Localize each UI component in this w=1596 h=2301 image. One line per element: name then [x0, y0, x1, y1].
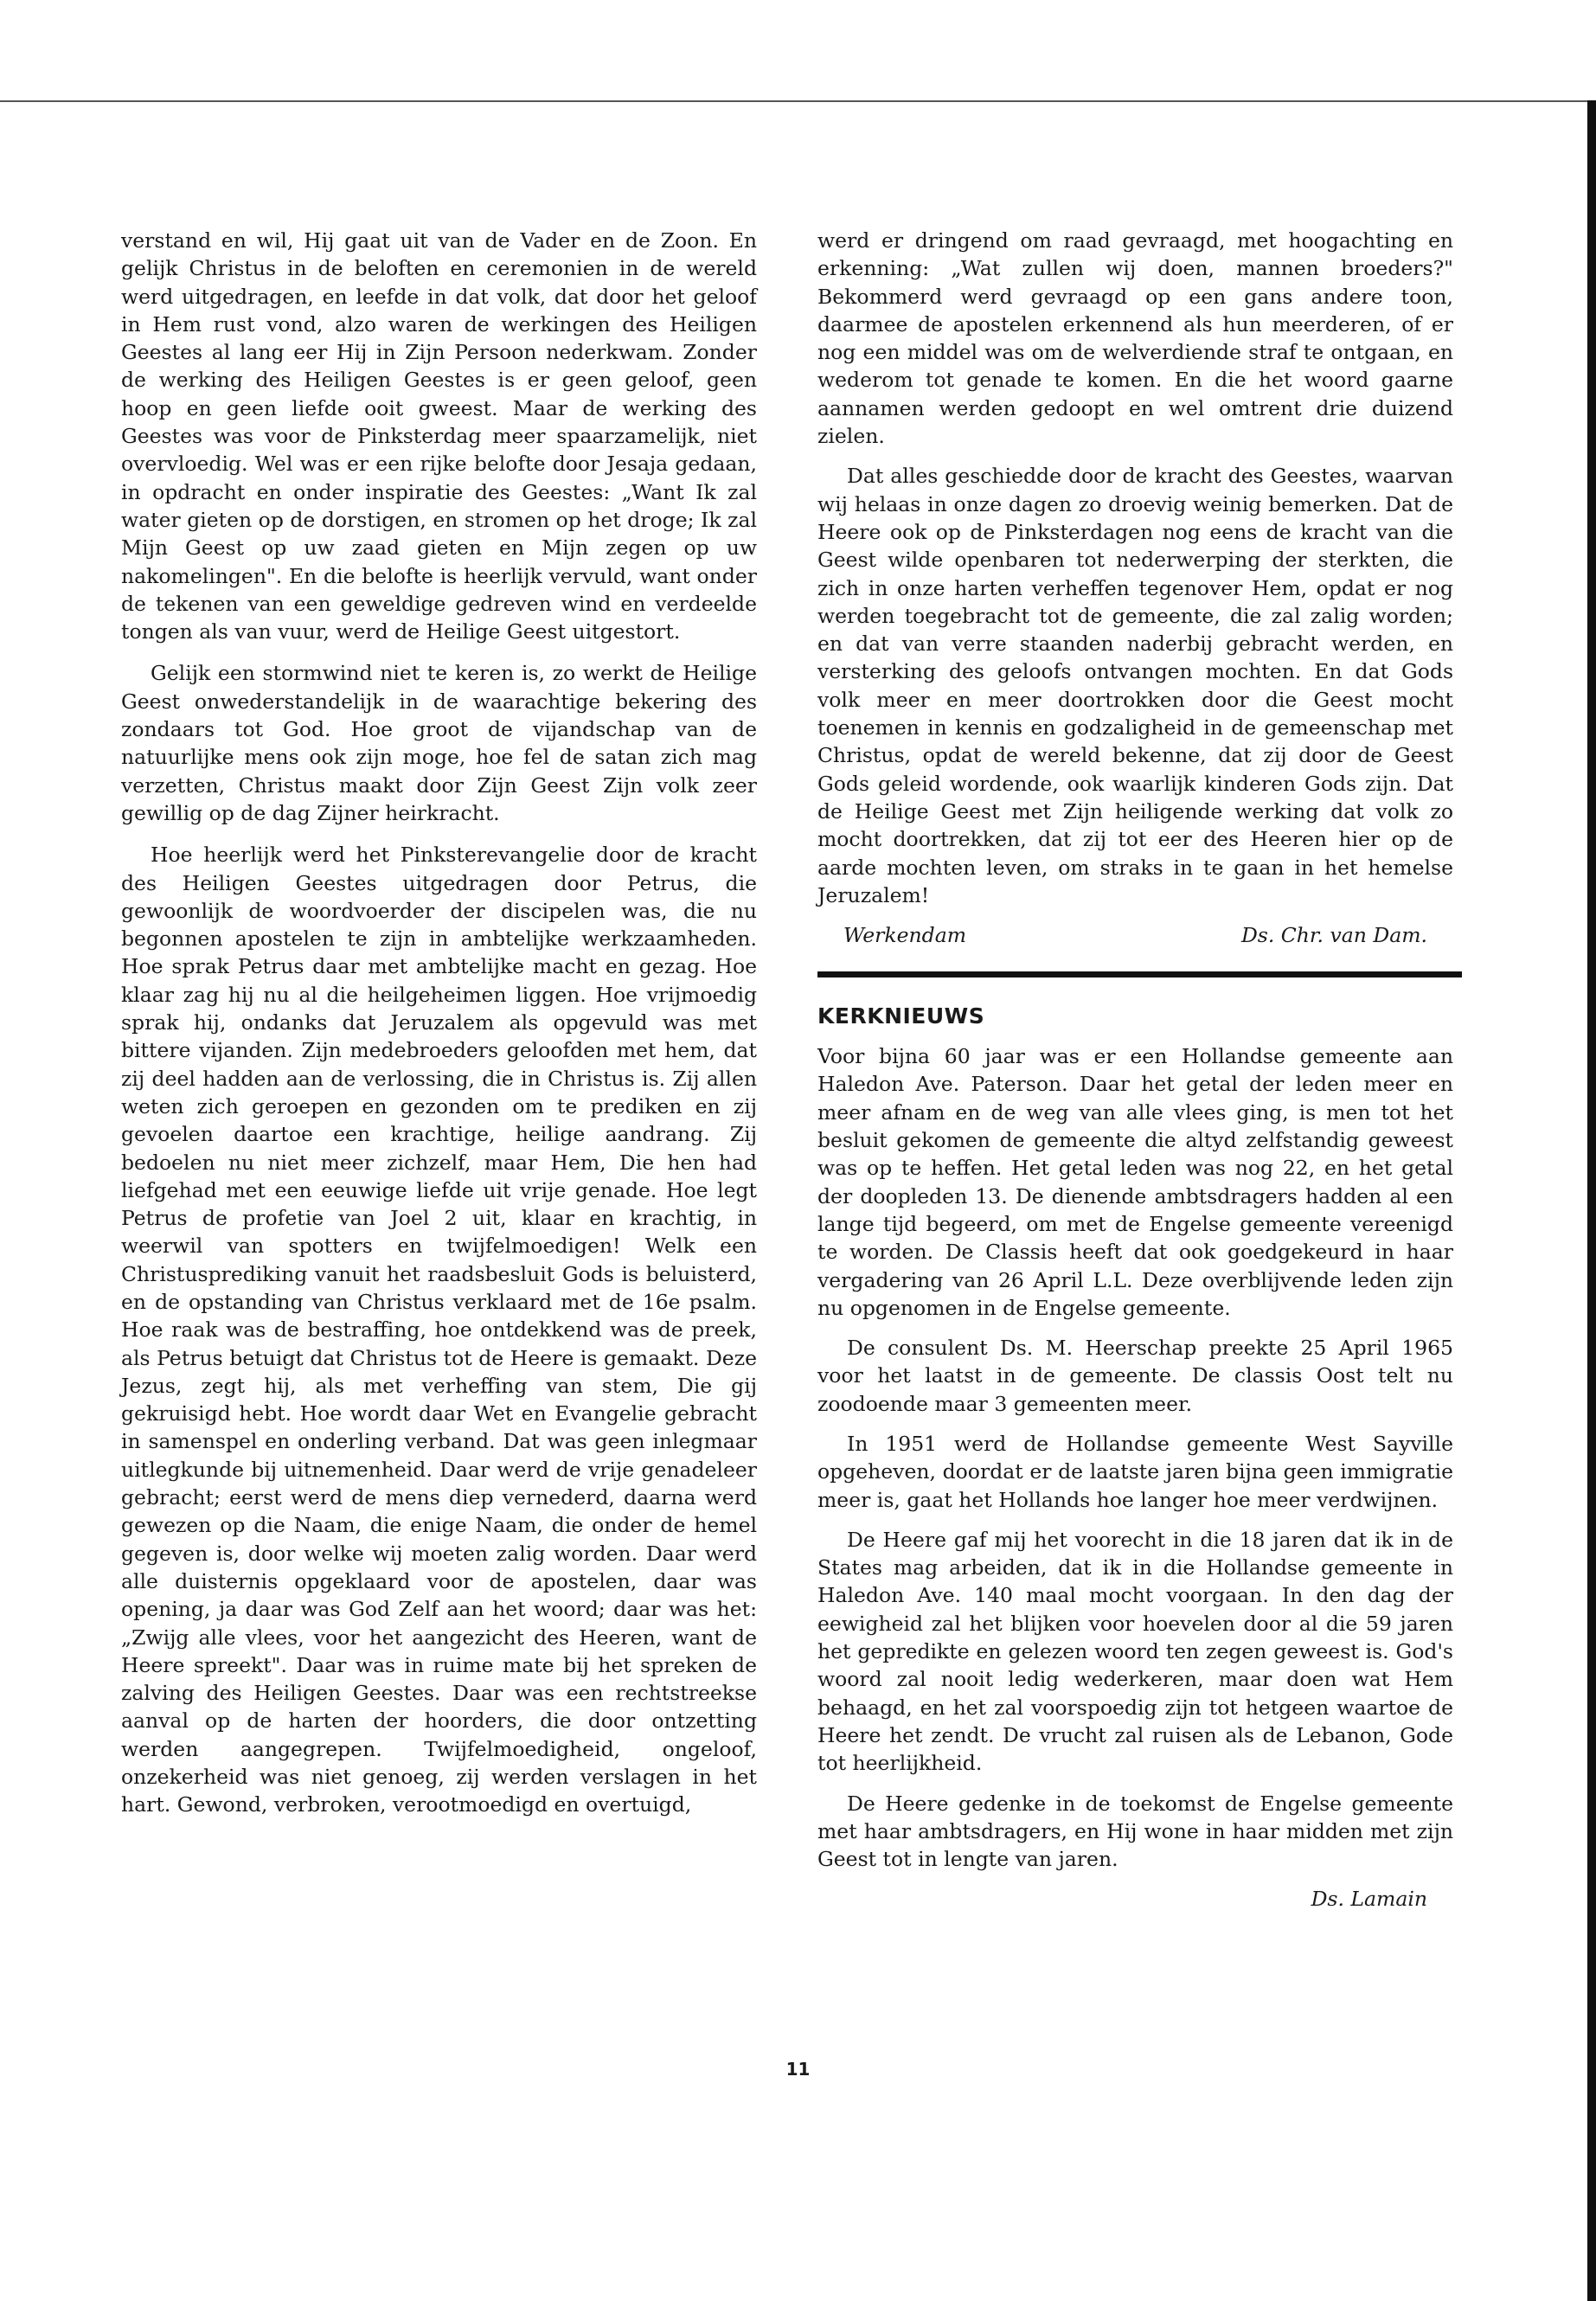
news-paragraph: De Heere gedenke in de toekomst de Engelse gemeente met haar ambtsdragers, en Hij wone in haar midden met zijn Geest tot in lengte van jaren.: [817, 1791, 1453, 1872]
signature-place: Werkendam: [843, 923, 966, 948]
page-edge-shadow: [1587, 100, 1596, 2301]
news-paragraph: De Heere gaf mij het voorecht in die 18 jaren dat ik in de States mag arbeiden, dat ik in die Hollandse gemeente in Haledon Ave. 140 maal mocht voorgaan. In den dag der eewigheid zal het blijken voor hoevelen door al die 59 jaren het gepredikte en gelezen woord ten zegen geweest is. God's woord zal nooit ledig wederkeren, maar doen wat Hem behaagd, en het zal voorspoedig zijn tot hetgeen waartoe de Heere het zendt. De vrucht zal ruisen als de Lebanon, Gode tot heerlijkheid.: [817, 1527, 1453, 1776]
article-signature: [843, 921, 1427, 949]
article-paragraph: Dat alles geschiedde door de kracht des Geestes, waarvan wij helaas in onze dagen zo droevig weinig bemerken. Dat de Heere ook op de Pinksterdagen nog eens de kracht van die Geest wilde openbaren tot nederwerping der sterkten, die zich in onze harten verheffen tegenover Hem, opdat er nog werden toegebracht tot de gemeente, die zal zalig worden; en dat van verre staanden naderbij gebracht werden, en versterking des geloofs ontvangen mochten. En dat Gods volk meer en meer doortrokken door die Geest mocht toenemen in kennis en godzaligheid in de gemeenschap met Christus, opdat de wereld bekenne, dat zij door de Geest Gods geleid wordende, ook waarlijk kinderen Gods zijn. Dat de Heilige Geest met Zijn heiligende werking dat volk zo mocht doortrekken, dat zij tot eer des Heeren hier op de aarde mochten leven, om straks in te gaan in het hemelse Jeruzalem!: [817, 464, 1453, 907]
signature-author: Ds. Chr. van Dam.: [1240, 923, 1427, 948]
section-divider: [817, 971, 1462, 977]
right-column: [817, 227, 1453, 1913]
left-column: [121, 227, 757, 1833]
news-paragraph: Voor bijna 60 jaar was er een Hollandse gemeente aan Haledon Ave. Paterson. Daar het getal der leden meer en meer afnam en de weg van alle vlees ging, is men tot het besluit gekomen de gemeente die altyd zelfstandig geweest was op te heffen. Het getal leden was nog 22, en het getal der doopleden 13. De dienende ambtsdragers hadden al een lange tijd begeerd, om met de Engelse gemeente vereenigd te worden. De Classis heeft dat ook goedgekeurd in haar vergadering van 26 April L.L. Deze overblijvende leden zijn nu opgenomen in de Engelse gemeente.: [817, 1044, 1453, 1320]
article-paragraph: Hoe heerlijk werd het Pinksterevangelie door de kracht des Heiligen Geestes uitgedragen door Petrus, die gewoonlijk de woordvoerder der discipelen was, die nu begonnen apostelen te zijn in ambtelijke werkzaamheden. Hoe sprak Petrus daar met ambtelijke macht en gezag. Hoe klaar zag hij nu al die heilgeheimen liggen. Hoe vrijmoedig sprak hij, ondanks dat Jeruzalem als opgevuld was met bittere vijanden. Zijn medebroeders geloofden met hem, dat zij deel hadden aan de verlossing, die in Christus is. Zij allen weten zich geroepen en gezonden om te prediken en zij gevoelen daartoe een krachtige, heilige aandrang. Zij bedoelen nu niet meer zichzelf, maar Hem, Die hen had liefgehad met een eeuwige liefde uit vrije genade. Hoe legt Petrus de profetie van Joel 2 uit, klaar en krachtig, in weerwil van spotters en twijfelmoedigen! Welk een Christusprediking vanuit het raadsbesluit Gods is beluisterd, en de opstanding van Christus verklaard met de 16e psalm. Hoe raak was de bestraffing, hoe ontdekkend was de preek, als Petrus betuigt dat Christus tot de Heere is gemaakt. Deze Jezus, zegt hij, als met verheffing van stem, Die gij gekruisigd hebt. Hoe wordt daar Wet en Evangelie gebracht in samenspel en onderling verband. Dat was geen inlegmaar uitlegkunde bij uitnemenheid. Daar werd de vrije genadeleer gebracht; eerst werd de mens diep vernederd, daarna werd gewezen op die Naam, die enige Naam, die onder de hemel gegeven is, door welke wij moeten zalig worden. Daar werd alle duisternis opgeklaard voor de apostelen, daar was opening, ja daar was God Zelf aan het woord; daar was het: „Zwijg alle vlees, voor het aangezicht des Heeren, want de Heere spreekt". Daar was in ruime mate bij het spreken de zalving des Heiligen Geestes. Daar was een rechtstreekse aanval op de harten der hoorders, die door ontzetting werden aangegrepen. Twijfelmoedigheid, ongeloof, onzekerheid was niet genoeg, zij werden verslagen in het hart. Gewond, verbroken, verootmoedigd en overtuigd,: [121, 843, 757, 1817]
article-paragraph: Gelijk een stormwind niet te keren is, zo werkt de Heilige Geest onwederstandelijk in de waarachtige bekering des zondaars tot God. Hoe groot de vijandschap van de natuurlijke mens ook zijn moge, hoe fel de satan zich mag verzetten, Christus maakt door Zijn Geest Zijn volk zeer gewillig op de dag Zijner heirkracht.: [121, 661, 757, 825]
article-paragraph: werd er dringend om raad gevraagd, met hoogachting en erkenning: „Wat zullen wij doen, mannen broeders?" Bekommerd werd gevraagd op een gans andere toon, daarmee de apostelen erkennend als hun meerderen, of er nog een middel was om de welverdiende straf te ontgaan, en wederom tot genade te komen. En die het woord gaarne aannamen werden gedoopt en wel omtrent drie duizend zielen.: [817, 228, 1453, 449]
page-number: 11: [785, 2059, 811, 2080]
article-paragraph: verstand en wil, Hij gaat uit van de Vader en de Zoon. En gelijk Christus in de beloften en ceremonien in de wereld werd uitgedragen, en leefde in dat volk, dat door het geloof in Hem rust vond, alzo waren de werkingen des Heiligen Geestes al lang eer Hij in Zijn Persoon nederkwam. Zonder de werking des Heiligen Geestes is er geen geloof, geen hoop en geen liefde ooit gweest. Maar de werking des Geestes was voor de Pinksterdag meer spaarzamelijk, niet overvloedig. Wel was er een rijke belofte door Jesaja gedaan, in opdracht en onder inspiratie des Geestes: „Want Ik zal water gieten op de dorstigen, en stromen op het droge; Ik zal Mijn Geest op uw zaad gieten en Mijn zegen op uw nakomelingen". En die belofte is heerlijk vervuld, want onder de tekenen van een geweldige gedreven wind en verdeelde tongen als van vuur, werd de Heilige Geest uitgestort.: [121, 228, 757, 644]
top-rule: [0, 100, 1596, 102]
news-paragraph: De consulent Ds. M. Heerschap preekte 25 April 1965 voor het laatst in de gemeente. De classis Oost telt nu zoodoende maar 3 gemeenten meer.: [817, 1336, 1453, 1416]
section-heading: KERKNIEUWS: [817, 1003, 985, 1029]
news-paragraph: In 1951 werd de Hollandse gemeente West Sayville opgeheven, doordat er de laatste jaren bijna geen immigratie meer is, gaat het Hollands hoe langer hoe meer verdwijnen.: [817, 1431, 1453, 1512]
news-signature: Ds. Lamain: [1311, 1887, 1427, 1912]
